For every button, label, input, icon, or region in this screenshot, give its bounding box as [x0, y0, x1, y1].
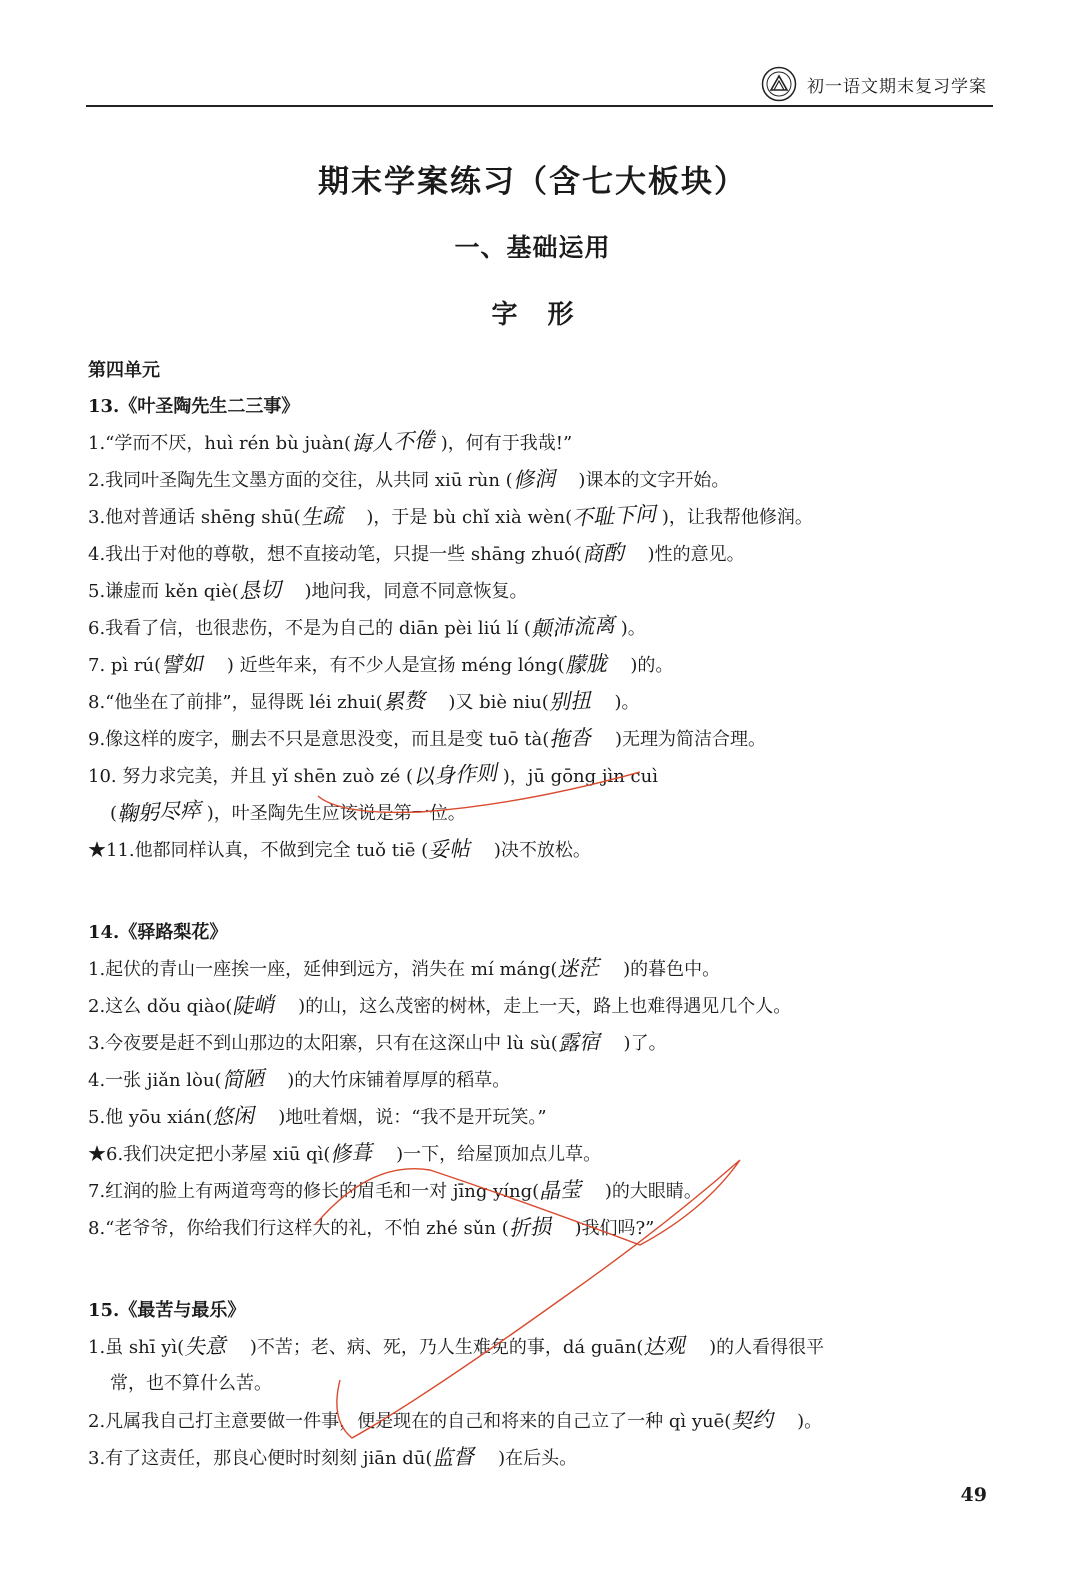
prompt-text: )，叶圣陶先生应该说是第一位。 [201, 803, 466, 824]
prompt-text: )无理为简洁合理。 [609, 729, 767, 750]
prompt-text: 1.虽 shī yì( [88, 1337, 185, 1358]
prompt-text: ★6.我们决定把小茅屋 xiū qì( [88, 1144, 331, 1165]
handwritten-answer: 露宿 [557, 1029, 601, 1056]
lesson-title: 15.《最苦与最乐》 [88, 1300, 246, 1321]
lesson-title: 14.《驿路梨花》 [88, 922, 228, 943]
prompt-text: )不苦；老、病、死，乃人生难免的事，dá guān( [244, 1337, 644, 1358]
prompt-text: 2.凡属我自己打主意要做一件事，便是现在的自己和将来的自己立了一种 qì yuē( [88, 1411, 732, 1432]
exercise-line [88, 1024, 993, 1061]
prompt-text: 3.有了这责任，那良心便时时刻刻 jiān dū( [88, 1448, 433, 1469]
prompt-text: 4.我出于对他的尊敬，想不直接动笔，只提一些 shāng zhuó( [88, 544, 582, 565]
prompt-text: 9.像这样的废字，删去不只是意思没变，而且是变 tuō tà( [88, 729, 550, 750]
prompt-text: 3.今夜要是赶不到山那边的太阳寨，只有在这深山中 lù sù( [88, 1033, 558, 1054]
unit-title: 第四单元 [88, 360, 160, 381]
handwritten-answer: 累赘 [382, 688, 426, 715]
exercise-line [88, 461, 993, 498]
exercise-line [88, 1098, 993, 1135]
handwritten-answer: 折损 [508, 1214, 552, 1241]
prompt-text: )的大竹床铺着厚厚的稻草。 [281, 1070, 511, 1091]
exercise-line [88, 1209, 993, 1246]
prompt-text: )性的意见。 [641, 544, 745, 565]
exercise-line [88, 1061, 993, 1098]
prompt-text: )我们吗?” [568, 1218, 655, 1239]
prompt-text: )，于是 bù chǐ xià wèn( [360, 507, 573, 528]
prompt-text: )，何有于我哉!” [434, 433, 573, 454]
prompt-text: 2.这么 dǒu qiào( [88, 996, 233, 1017]
handwritten-answer: 达观 [642, 1333, 686, 1360]
exercise-line [88, 987, 993, 1024]
exercise-line [88, 950, 993, 987]
handwritten-answer: 拖沓 [548, 725, 592, 752]
prompt-text: 3.他对普通话 shēng shū( [88, 507, 301, 528]
exercise-line [88, 1328, 993, 1365]
exercise-line [88, 720, 993, 757]
prompt-text: )。 [614, 618, 646, 639]
handwritten-answer: 契约 [730, 1407, 774, 1434]
handwritten-answer: 修润 [512, 466, 556, 493]
prompt-text: 7.红润的脸上有两道弯弯的修长的眉毛和一对 jīng yíng( [88, 1181, 540, 1202]
prompt-text: )地吐着烟，说：“我不是开玩笑。” [272, 1107, 547, 1128]
handwritten-answer: 简陋 [220, 1066, 265, 1093]
prompt-text: )课本的文字开始。 [572, 470, 730, 491]
exercise-line [88, 572, 993, 609]
prompt-text: )的山，这么茂密的树林，走上一天，路上也难得遇见几个人。 [292, 996, 792, 1017]
page-number: 49 [960, 1484, 987, 1506]
exercise-line [88, 1135, 993, 1172]
exercise-line [88, 831, 993, 868]
prompt-text: 8.“老爷爷，你给我们行这样大的礼，不怕 zhé sǔn ( [88, 1218, 509, 1239]
exercise-line [88, 1365, 993, 1402]
prompt-text: 5.谦虚而 kěn qiè( [88, 581, 239, 602]
handwritten-answer: 不耻下问 [571, 501, 657, 531]
handwritten-answer: 譬如 [160, 651, 204, 678]
prompt-text: )一下，给屋顶加点儿草。 [390, 1144, 602, 1165]
topic-title: 字形 [491, 300, 604, 330]
prompt-text: )，jū gōng jìn cuì [497, 766, 658, 787]
prompt-text: )的。 [624, 655, 674, 676]
handwritten-answer: 鞠躬尽瘁 [116, 797, 202, 827]
handwritten-answer: 颠沛流离 [530, 612, 616, 642]
handwritten-answer: 以身作则 [412, 760, 498, 790]
exercise-line [88, 609, 993, 646]
handwritten-answer: 监督 [431, 1444, 476, 1471]
handwritten-answer: 陡峭 [231, 992, 276, 1019]
exercise-line [88, 757, 993, 794]
prompt-text: 8.“他坐在了前排”，显得既 léi zhui( [88, 692, 383, 713]
school-seal-icon [761, 66, 797, 102]
page-title: 期末学案练习（含七大板块） [318, 164, 747, 200]
section-gap [88, 868, 993, 916]
exercise-line [88, 424, 993, 461]
prompt-text: )在后头。 [492, 1448, 578, 1469]
handwritten-answer: 朦胧 [563, 651, 608, 678]
prompt-text: )的大眼睛。 [599, 1181, 702, 1202]
handwritten-answer: 商酌 [581, 540, 625, 567]
prompt-text: 6.我看了信，也很悲伤，不是为自己的 diān pèi liú lí ( [88, 618, 531, 639]
handwritten-answer: 修葺 [329, 1140, 374, 1167]
prompt-text: )地问我，同意不同意恢复。 [298, 581, 528, 602]
section-title: 一、基础运用 [454, 233, 611, 262]
handwritten-answer: 诲人不倦 [350, 427, 436, 457]
prompt-text: 4.一张 jiǎn lòu( [88, 1070, 222, 1091]
prompt-text: 常，也不算什么苦。 [110, 1373, 272, 1394]
prompt-text: )决不放松。 [488, 840, 591, 861]
handwritten-answer: 生疏 [300, 503, 344, 530]
exercise-line [88, 1172, 993, 1209]
prompt-text: 7. pì rú( [88, 655, 162, 676]
exercise-line [88, 535, 993, 572]
prompt-text: 1.“学而不厌，huì rén bù juàn( [88, 433, 351, 454]
handwritten-answer: 迷茫 [556, 955, 600, 982]
prompt-text: )又 biè niu( [442, 692, 549, 713]
handwritten-answer: 恳切 [238, 577, 282, 604]
page-header [761, 66, 987, 102]
prompt-text: ★11.他都同样认真，不做到完全 tuǒ tiē ( [88, 840, 429, 861]
handwritten-answer: 晶莹 [538, 1177, 582, 1204]
prompt-text: 5.他 yōu xián( [88, 1107, 213, 1128]
header-title: 初一语文期末复习学案 [807, 76, 987, 97]
prompt-text: 2.我同叶圣陶先生文墨方面的交往，从共同 xiū rùn ( [88, 470, 513, 491]
exercise-line [88, 646, 993, 683]
exercise-content [88, 356, 993, 1476]
prompt-text: ) 近些年来，有不少人是宣扬 méng lóng( [221, 655, 565, 676]
header-divider [86, 105, 993, 107]
exercise-line [88, 498, 993, 535]
prompt-text: )了。 [617, 1033, 667, 1054]
prompt-text: )的人看得很平 [703, 1337, 825, 1358]
handwritten-answer: 失意 [183, 1333, 227, 1360]
prompt-text: )。 [608, 692, 640, 713]
handwritten-answer: 悠闲 [211, 1103, 256, 1130]
prompt-text: )，让我帮他修润。 [656, 507, 813, 528]
handwritten-answer: 妥帖 [427, 836, 471, 863]
prompt-text: 1.起伏的青山一座挨一座，延伸到远方，消失在 mí máng( [88, 959, 558, 980]
prompt-text: )。 [791, 1411, 823, 1432]
section-gap [88, 1246, 993, 1294]
prompt-text: )的暮色中。 [617, 959, 721, 980]
handwritten-answer: 别扭 [548, 688, 592, 715]
prompt-text: ( [110, 803, 118, 824]
exercise-line [88, 1402, 993, 1439]
lesson-title: 13.《叶圣陶先生二三事》 [88, 396, 300, 417]
exercise-line [88, 1439, 993, 1476]
exercise-line [88, 683, 993, 720]
exercise-line [88, 794, 993, 831]
prompt-text: 10. 努力求完美，并且 yǐ shēn zuò zé ( [88, 766, 414, 787]
